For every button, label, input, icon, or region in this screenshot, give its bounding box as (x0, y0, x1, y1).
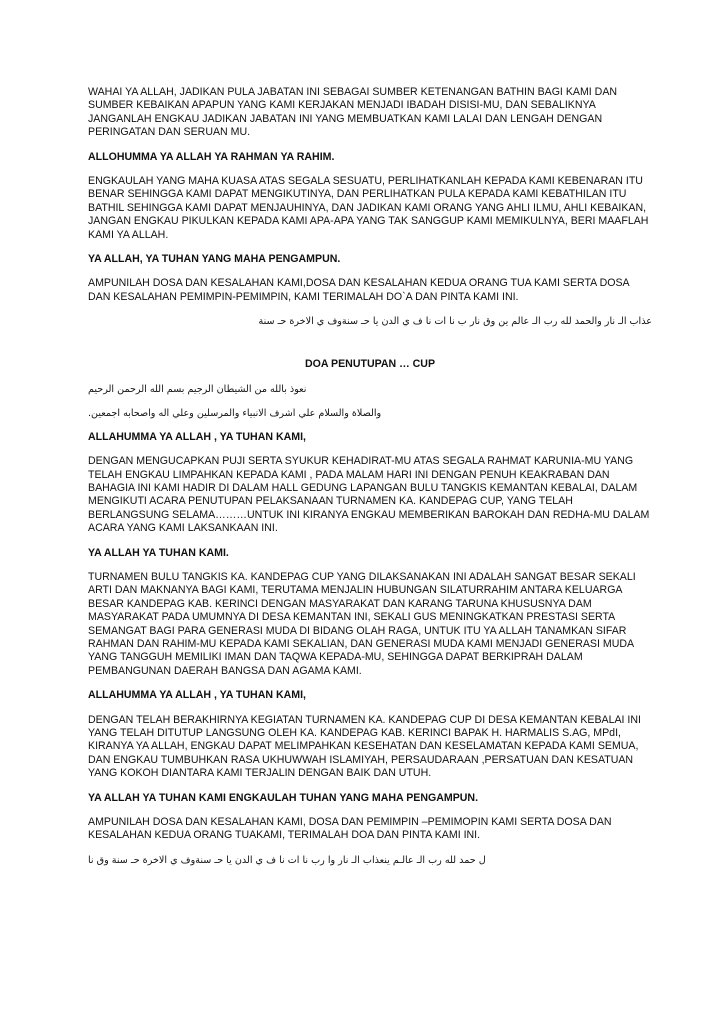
heading-maha-pengampun: YA ALLAH, YA TUHAN YANG MAHA PENGAMPUN. (88, 253, 341, 266)
paragraph-mengucapkan: DENGAN MENGUCAPKAN PUJI SERTA SYUKUR KEHADIRAT-MU ATAS SEGALA RAHMAT KARUNIA-MU YANG TELAH ENGKAU LIMPAHKAN KEPADA KAMI , PADA MALAM HARI INI DENGAN PENUH KEAKRABAN DAN BAHAGIA INI KAMI HADIR DI DALAM HALL GEDUNG LAPANGAN BULU TANGKIS KEMANTAN KEBALAI, DALAM MENGIKUTI ACARA PENUTUPAN PELAKSANAAN TURNAMEN KA. KANDEPAG CUP, YANG TELAH BERLANGSUNG SELAMA………UNTUK INI KIRANYA ENGKAU MEMBERIKAN BAROKAH DAN REDHA-MU DALAM ACARA YANG KAMI LAKSANKAAN INI. (88, 455, 650, 535)
section-title: DOA PENUTUPAN … CUP (304, 358, 436, 371)
arabic-doa-2: ل حمد لله رب الـ عالـم ينعذاب الـ نار وا رب نا ات نا ف ي الدن يا حـ سنةوف ي الاخرة حـ سنة وق نا (88, 854, 486, 866)
arabic-taawudz: نعوذ بالله من الشيطان الرجيم بسم الله الرحمن الرحيم (88, 383, 307, 395)
heading-allahumma-1: ALLAHUMMA YA ALLAH , YA TUHAN KAMI, (88, 430, 306, 443)
heading-ya-tuhan-kami: YA ALLAH YA TUHAN KAMI. (88, 546, 229, 559)
arabic-doa-1: عذاب الـ نار والحمد لله رب الـ عالم ين وق نار ب نا ات نا ف ي الدن يا حـ سنةوف ي الاخرة حـ سنة (258, 316, 652, 328)
paragraph-kebenaran: ENGKAULAH YANG MAHA KUASA ATAS SEGALA SESUATU, PERLIHATKANLAH KEPADA KAMI KEBENARAN ITU BENAR SEHINGGA KAMI DAPAT MENGIKUTINYA, DAN PERLIHATKAN PULA KEPADA KAMI KEBATHILAN ITU BATHIL SEHINGGA KAMI DAPAT MENJAUHINYA, DAN JADIKAN KAMI ORANG YANG AHLI ILMU, AHLI KEBAIKAN, JANGAN ENGKAU PIKULKAN KEPADA KAMI APA-APA YANG TAK SANGGUP KAMI MEMIKULNYA, BERI MAAFLAH KAMI YA ALLAH. (88, 175, 649, 241)
paragraph-jabatan: WAHAI YA ALLAH, JADIKAN PULA JABATAN INI SEBAGAI SUMBER KETENANGAN BATHIN BAGI KAMI DAN SUMBER KEBAIKAN APAPUN YANG KAMI KERJAKAN MENJADI IBADAH DISISI-MU, DAN SEBALIKNYA JANGANLAH ENGKAU JADIKAN JABATAN INI YANG MEMBUATKAN KAMI LALAI DAN LENGAH DENGAN PERINGATAN DAN SERUAN MU. (88, 86, 618, 139)
paragraph-berakhirnya: DENGAN TELAH BERAKHIRNYA KEGIATAN TURNAMEN KA. KANDEPAG CUP DI DESA KEMANTAN KEBALAI INI YANG TELAH DITUTUP LANGSUNG OLEH KA. KANDEPAG KAB. KERINCI BAPAK H. HARMALIS S.AG, MPdI, KIRANYA YA ALLAH, ENGKAU DAPAT MELIMPAHKAN KESEHATAN DAN KESELAMATAN KEPADA KAMI SEMUA, DAN ENGKAU TUMBUHKAN RASA UKHUWWAH ISLAMIYAH, PERSAUDARAAN ,PERSATUAN DAN KESATUAN YANG KOKOH DIANTARA KAMI TERJALIN DENGAN BAIK DAN UTUH. (88, 713, 641, 780)
arabic-shalawat: والصلاة والسلام علي اشرف الانبياء والمرسلين وعلي اله واصحابه اجمعين. (88, 407, 382, 419)
heading-allahumma-2: ALLAHUMMA YA ALLAH , YA TUHAN KAMI, (88, 689, 306, 702)
heading-engkaulah-tuhan: YA ALLAH YA TUHAN KAMI ENGKAULAH TUHAN YANG MAHA PENGAMPUN. (88, 791, 479, 804)
paragraph-ampunilah-1: AMPUNILAH DOSA DAN KESALAHAN KAMI,DOSA DAN KESALAHAN KEDUA ORANG TUA KAMI SERTA DOSA DAN KESALAHAN PEMIMPIN-PEMIMPIN, KAMI TERIMALAH DO`A DAN PINTA KAMI INI. (88, 277, 630, 303)
paragraph-turnamen: TURNAMEN BULU TANGKIS KA. KANDEPAG CUP YANG DILAKSANAKAN INI ADALAH SANGAT BESAR SEKALI ARTI DAN MAKNANYA BAGI KAMI, TERUTAMA MENJALIN HUBUNGAN SILATURRAHIM ANTARA KELUARGA BESAR KANDEPAG KAB. KERINCI DENGAN MASYARAKAT DAN KARANG TARUNA KHUSUSNYA DAM MASYARAKAT PADA UMUMNYA DI DESA KEMANTAN INI, SEKALI GUS MENINGKATKAN PRESTASI SERTA SEMANGAT BAGI PARA GENERASI MUDA DI BIDANG OLAH RAGA, UNTUK ITU YA ALLAH TANAMKAN SIFAR RAHMAN DAN RAHIM-MU KEPADA KAMI SEKALIAN, DAN GENERASI MUDA KAMI MENJADI GENERASI MUDA YANG TANGGUH MEMILIKI IMAN DAN TAQWA KEPADA-MU, SEHINGGA DAPAT BERKIPRAH DALAM PEMBANGUNAN DAERAH BANGSA DAN AGAMA KAMI. (88, 570, 636, 677)
heading-allohumma: ALLOHUMMA YA ALLAH YA RAHMAN YA RAHIM. (88, 150, 335, 163)
paragraph-ampunilah-2: AMPUNILAH DOSA DAN KESALAHAN KAMI, DOSA DAN PEMIMPIN –PEMIMOPIN KAMI SERTA DOSA DAN KESALAHAN KEDUA ORANG TUAKAMI, TERIMALAH DOA DAN PINTA KAMI INI. (88, 816, 612, 842)
document-page (88, 86, 652, 867)
